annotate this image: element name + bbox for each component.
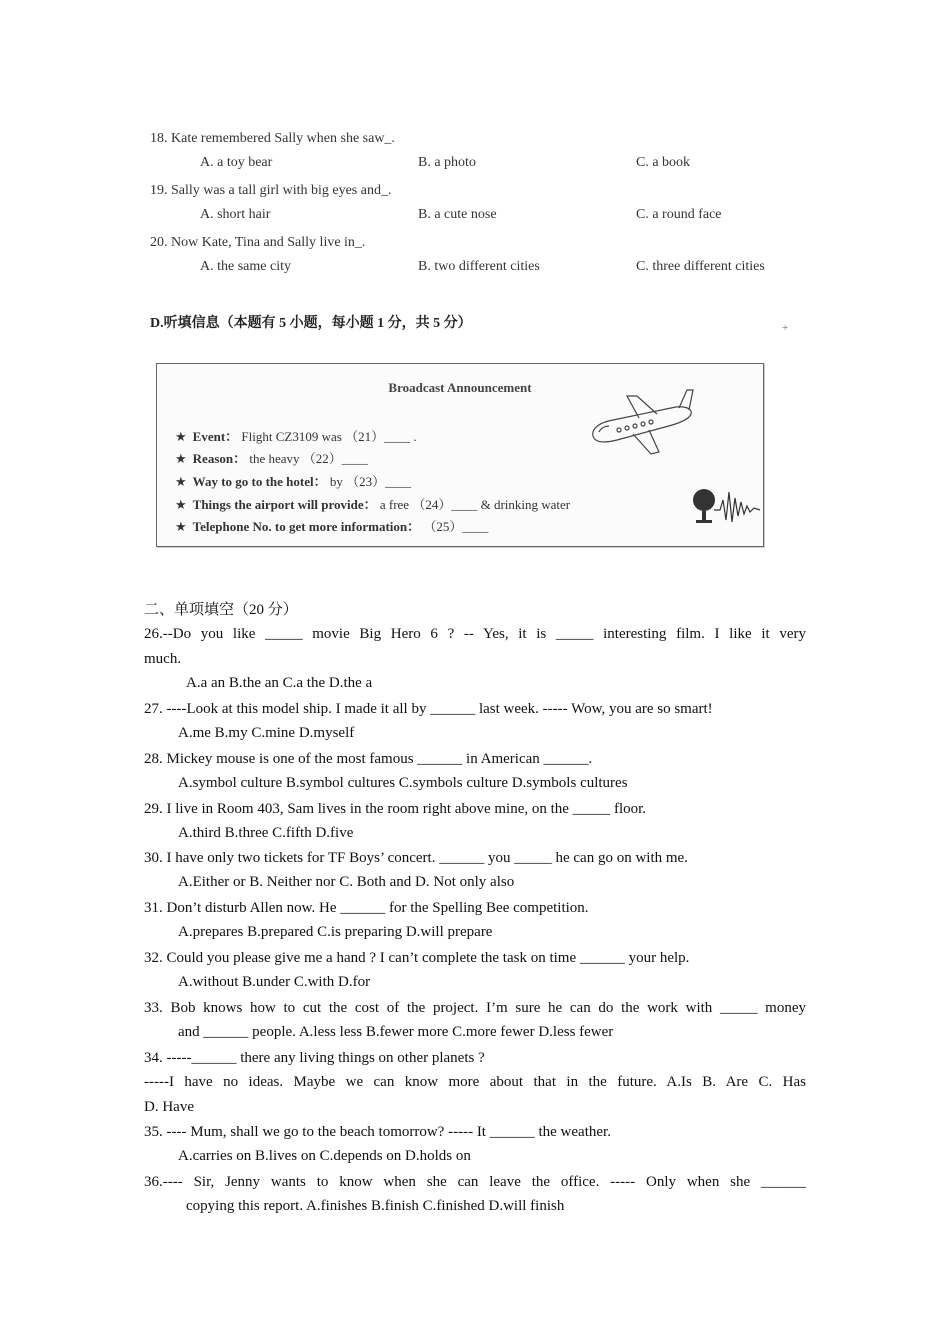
row-label: Things the airport will provide：: [192, 497, 377, 512]
row-reason: [175, 448, 368, 467]
star-icon: ★: [175, 497, 187, 512]
question-33-line1: 33. Bob knows how to cut the cost of the project. I’m sure he can do the work with _____ money: [144, 1000, 806, 1016]
option-a: A. short hair: [200, 207, 271, 222]
question-31: 31. Don’t disturb Allen now. He ______ for the Spelling Bee competition.: [144, 900, 589, 916]
star-icon: ★: [175, 474, 187, 489]
question-32: 32. Could you please give me a hand ? I can’t complete the task on time ______ your help.: [144, 950, 690, 966]
row-text: a free （24）____ & drinking water: [379, 497, 571, 512]
airplane-icon: [587, 386, 699, 458]
question-30-options: A.Either or B. Neither nor C. Both and D. Not only also: [178, 874, 515, 890]
question-19: [150, 183, 722, 222]
option-a: A. a toy bear: [200, 155, 273, 170]
row-text: Flight CZ3109 was （21）____ .: [241, 429, 417, 444]
row-text: the heavy （22）____: [249, 451, 368, 466]
row-text: by （23）____: [329, 474, 412, 489]
question-28-options: A.symbol culture B.symbol cultures C.symbols culture D.symbols cultures: [178, 775, 628, 791]
option-c: C. three different cities: [636, 259, 765, 274]
question-29-options: A.third B.three C.fifth D.five: [178, 825, 354, 841]
question-34-line2: -----I have no ideas. Maybe we can know more about that in the future. A.Is B. Are C. Has: [144, 1074, 806, 1090]
question-31-options: A.prepares B.prepared C.is preparing D.will prepare: [178, 924, 493, 940]
question-18-stem: 18. Kate remembered Sally when she saw_.: [150, 131, 395, 146]
question-18: [150, 131, 691, 170]
option-b: B. a cute nose: [418, 207, 497, 222]
question-26-line1: 26.--Do you like _____ movie Big Hero 6 ? -- Yes, it is _____ interesting film. I like it very: [144, 626, 806, 642]
option-c: C. a round face: [636, 207, 722, 222]
question-34-line1: 34. -----______ there any living things on other planets ?: [144, 1050, 485, 1066]
broadcast-announcement-box: [156, 363, 764, 547]
option-b: B. a photo: [418, 155, 476, 170]
row-event: [175, 426, 417, 445]
star-icon: ★: [175, 451, 187, 466]
row-text: （25）____: [423, 519, 489, 534]
row-label: Reason：: [192, 451, 247, 466]
question-27-options: A.me B.my C.mine D.myself: [178, 725, 355, 741]
box-title: Broadcast Announcement: [388, 380, 532, 395]
section-2-title: 二、单项填空（20 分）: [144, 602, 298, 618]
question-35: 35. ---- Mum, shall we go to the beach tomorrow? ----- It ______ the weather.: [144, 1124, 611, 1140]
section-d-heading: D.听填信息（本题有 5 小题，每小题 1 分，共 5 分）: [150, 316, 472, 331]
scan-mark: +: [782, 322, 789, 334]
star-icon: ★: [175, 519, 187, 534]
speaker-icon: [690, 486, 762, 528]
question-32-options: A.without B.under C.with D.for: [178, 974, 371, 990]
question-29: 29. I live in Room 403, Sam lives in the room right above mine, on the _____ floor.: [144, 801, 647, 817]
question-20-stem: 20. Now Kate, Tina and Sally live in_.: [150, 235, 366, 250]
row-telephone: [175, 516, 488, 535]
question-35-options: A.carries on B.lives on C.depends on D.holds on: [178, 1148, 471, 1164]
question-34-line3: D. Have: [144, 1099, 194, 1115]
row-things: [175, 494, 570, 513]
question-30: 30. I have only two tickets for TF Boys’ concert. ______ you _____ he can go on with me.: [144, 850, 688, 866]
question-20: [150, 235, 765, 274]
row-label: Way to go to the hotel：: [192, 474, 327, 489]
question-27: 27. ----Look at this model ship. I made it all by ______ last week. ----- Wow, you are so smart!: [144, 701, 713, 717]
row-label: Telephone No. to get more information：: [192, 519, 421, 534]
row-label: Event：: [192, 429, 239, 444]
option-a: A. the same city: [200, 259, 291, 274]
question-19-stem: 19. Sally was a tall girl with big eyes and_.: [150, 183, 392, 198]
option-c: C. a book: [636, 155, 691, 170]
question-26-line2: much.: [144, 651, 182, 667]
question-33-line2: and ______ people. A.less less B.fewer more C.more fewer D.less fewer: [178, 1024, 614, 1040]
row-way: [175, 471, 411, 490]
question-28: 28. Mickey mouse is one of the most famous ______ in American ______.: [144, 751, 593, 767]
question-36-line2: copying this report. A.finishes B.finish C.finished D.will finish: [186, 1198, 565, 1214]
star-icon: ★: [175, 429, 187, 444]
question-36-line1: 36.---- Sir, Jenny wants to know when she can leave the office. ----- Only when she ______: [144, 1174, 806, 1190]
option-b: B. two different cities: [418, 259, 540, 274]
question-26-options: A.a an B.the an C.a the D.the a: [186, 675, 373, 691]
